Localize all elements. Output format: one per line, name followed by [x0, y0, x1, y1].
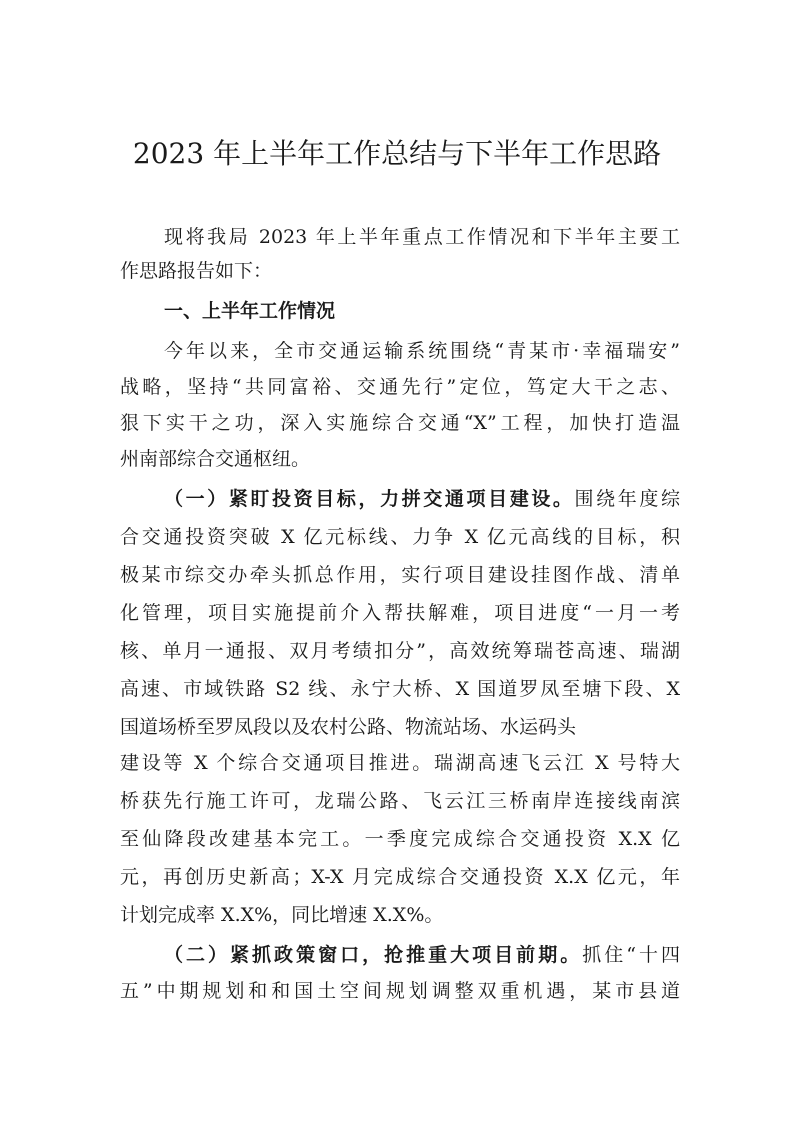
- para1-line-1: 今年以来，全市交通运输系统围绕“青某市·幸福瑞安”: [164, 340, 680, 362]
- section-heading-1: 一、上半年工作情况: [164, 300, 336, 322]
- intro-line-1: 现将我局 2023 年上半年重点工作情况和下半年主要工: [164, 226, 680, 248]
- para3-first-rest: 抓住“十四: [582, 944, 680, 966]
- para2-line-5: 核、单月一通报、双月考绩扣分”，高效统筹瑞苍高速、瑞湖: [120, 640, 680, 662]
- para1-line-4: 州南部综合交通枢纽。: [120, 448, 311, 470]
- para2-line-12: 计划完成率 X.X%，同比增速 X.X%。: [120, 904, 444, 926]
- para2-line-2: 合交通投资突破 X 亿元标线、力争 X 亿元高线的目标，积: [120, 526, 680, 548]
- para2-line-11: 元，再创历史新高；X-X 月完成综合交通投资 X.X 亿元，年: [120, 866, 680, 888]
- para3-line-2: 五”中期规划和和国土空间规划调整双重机遇，某市县道: [120, 980, 680, 1002]
- para1-line-3: 狠下实干之功，深入实施综合交通“X”工程，加快打造温: [120, 412, 680, 434]
- para2-line-6: 高速、市域铁路 S2 线、永宁大桥、X 国道罗凤至塘下段、X: [120, 678, 680, 700]
- para2-line-8: 建设等 X 个综合交通项目推进。瑞湖高速飞云江 X 号特大: [120, 752, 680, 774]
- para3-line-1: [164, 940, 680, 970]
- para2-line-9: 桥获先行施工许可，龙瑞公路、飞云江三桥南岸连接线南滨: [120, 790, 680, 812]
- document-title: 2023 年上半年工作总结与下半年工作思路: [132, 137, 662, 170]
- para2-line-1: [164, 484, 680, 514]
- para2-line-7: 国道场桥至罗凤段以及农村公路、物流站场、水运码头: [120, 716, 577, 738]
- para2-lead: （一）紧盯投资目标，力拼交通项目建设。: [164, 488, 575, 510]
- para1-line-2: 战略，坚持“共同富裕、交通先行”定位，笃定大干之志、: [120, 376, 680, 398]
- para2-line-3: 极某市综交办牵头抓总作用，实行项目建设挂图作战、清单: [120, 564, 680, 586]
- para2-line-10: 至仙降段改建基本完工。一季度完成综合交通投资 X.X 亿: [120, 828, 680, 850]
- para2-line-4: 化管理，项目实施提前介入帮扶解难，项目进度“一月一考: [120, 602, 680, 624]
- intro-line-2: 作思路报告如下：: [120, 260, 273, 282]
- para3-lead: （二）紧抓政策窗口，抢推重大项目前期。: [164, 944, 583, 966]
- para2-first-rest: 围绕年度综: [574, 488, 680, 510]
